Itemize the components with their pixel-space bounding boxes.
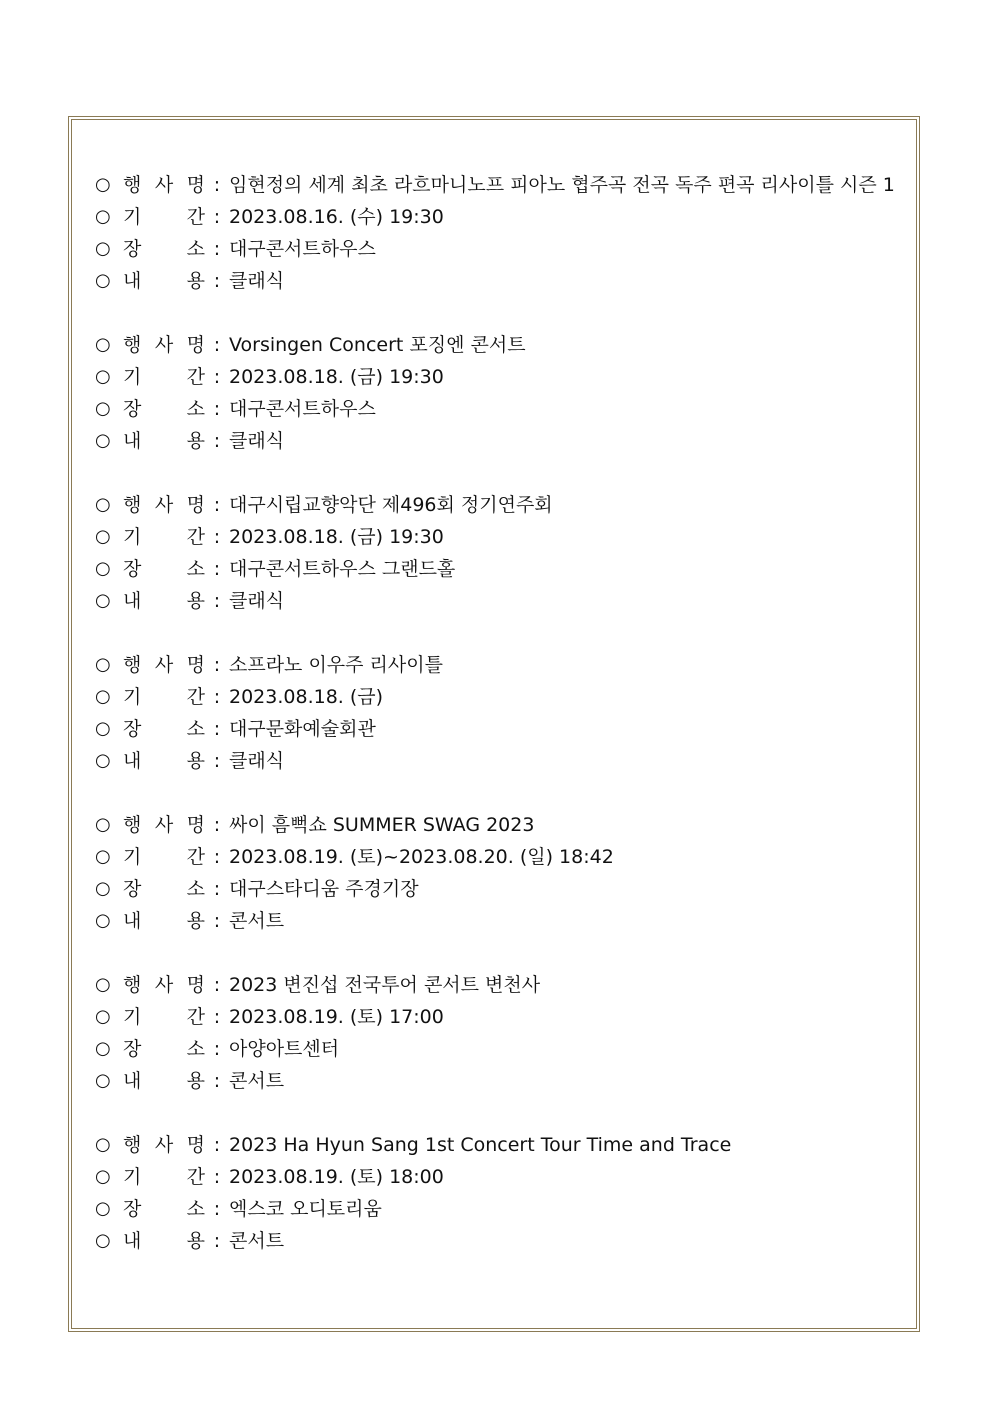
circle-bullet-icon: ○ xyxy=(95,974,111,995)
event-period-value: 2023.08.18. (금) 19:30 xyxy=(229,366,444,388)
label-separator: : xyxy=(213,1006,221,1028)
event-venue-label: 장 소 xyxy=(123,1198,205,1220)
event-name-row xyxy=(95,969,895,1001)
circle-bullet-icon: ○ xyxy=(95,558,111,579)
circle-bullet-icon: ○ xyxy=(95,1134,111,1155)
event-period-label: 기 간 xyxy=(123,686,205,708)
event-venue-label: 장 소 xyxy=(123,1038,205,1060)
event-venue-row xyxy=(95,1033,895,1065)
event-content-value: 콘서트 xyxy=(229,910,285,932)
event-content-label: 내 용 xyxy=(123,590,205,612)
label-separator: : xyxy=(213,334,221,356)
event-content-row xyxy=(95,1065,895,1097)
event-content-row xyxy=(95,585,895,617)
event-name-row xyxy=(95,329,895,361)
event-content-row xyxy=(95,905,895,937)
circle-bullet-icon: ○ xyxy=(95,910,111,931)
event-block xyxy=(95,489,895,617)
circle-bullet-icon: ○ xyxy=(95,1166,111,1187)
event-content-label: 내 용 xyxy=(123,270,205,292)
event-period-row xyxy=(95,681,895,713)
event-content-value: 콘서트 xyxy=(229,1070,285,1092)
event-period-label: 기 간 xyxy=(123,526,205,548)
event-content-label: 내 용 xyxy=(123,430,205,452)
circle-bullet-icon: ○ xyxy=(95,750,111,771)
event-content-row xyxy=(95,425,895,457)
event-name-row xyxy=(95,169,895,201)
event-name-value: 싸이 흠뻑쇼 SUMMER SWAG 2023 xyxy=(229,814,535,836)
event-name-label: 행 사 명 xyxy=(123,974,205,996)
circle-bullet-icon: ○ xyxy=(95,1070,111,1091)
label-separator: : xyxy=(213,814,221,836)
event-period-value: 2023.08.16. (수) 19:30 xyxy=(229,206,444,228)
circle-bullet-icon: ○ xyxy=(95,1038,111,1059)
label-separator: : xyxy=(213,398,221,420)
event-period-label: 기 간 xyxy=(123,1166,205,1188)
event-content-value: 콘서트 xyxy=(229,1230,285,1252)
circle-bullet-icon: ○ xyxy=(95,270,111,291)
circle-bullet-icon: ○ xyxy=(95,846,111,867)
event-venue-value: 대구콘서트하우스 xyxy=(229,398,376,420)
event-block xyxy=(95,329,895,457)
event-name-value: 소프라노 이우주 리사이틀 xyxy=(229,654,443,676)
event-venue-label: 장 소 xyxy=(123,398,205,420)
circle-bullet-icon: ○ xyxy=(95,334,111,355)
event-name-label: 행 사 명 xyxy=(123,174,205,196)
event-venue-row xyxy=(95,873,895,905)
label-separator: : xyxy=(213,430,221,452)
event-period-value: 2023.08.19. (토) 18:00 xyxy=(229,1166,444,1188)
event-name-value: 대구시립교향악단 제496회 정기연주회 xyxy=(229,494,553,516)
label-separator: : xyxy=(213,1134,221,1156)
event-venue-label: 장 소 xyxy=(123,878,205,900)
label-separator: : xyxy=(213,366,221,388)
event-name-row xyxy=(95,649,895,681)
label-separator: : xyxy=(213,270,221,292)
event-block xyxy=(95,169,895,297)
event-content-row xyxy=(95,265,895,297)
event-venue-label: 장 소 xyxy=(123,718,205,740)
event-content-label: 내 용 xyxy=(123,1070,205,1092)
event-name-label: 행 사 명 xyxy=(123,654,205,676)
document-frame xyxy=(68,116,920,1332)
label-separator: : xyxy=(213,654,221,676)
circle-bullet-icon: ○ xyxy=(95,206,111,227)
circle-bullet-icon: ○ xyxy=(95,430,111,451)
event-venue-value: 대구콘서트하우스 xyxy=(229,238,376,260)
event-period-label: 기 간 xyxy=(123,206,205,228)
label-separator: : xyxy=(213,718,221,740)
event-period-row xyxy=(95,1161,895,1193)
event-content-label: 내 용 xyxy=(123,1230,205,1252)
event-name-row xyxy=(95,1129,895,1161)
event-block xyxy=(95,969,895,1097)
label-separator: : xyxy=(213,910,221,932)
event-name-value: 2023 변진섭 전국투어 콘서트 변천사 xyxy=(229,974,541,996)
event-period-value: 2023.08.18. (금) xyxy=(229,686,384,708)
event-venue-label: 장 소 xyxy=(123,558,205,580)
event-venue-row xyxy=(95,553,895,585)
event-venue-label: 장 소 xyxy=(123,238,205,260)
event-name-value: Vorsingen Concert 포징엔 콘서트 xyxy=(229,334,526,356)
event-name-row xyxy=(95,489,895,521)
circle-bullet-icon: ○ xyxy=(95,1230,111,1251)
circle-bullet-icon: ○ xyxy=(95,238,111,259)
event-block xyxy=(95,809,895,937)
label-separator: : xyxy=(213,558,221,580)
label-separator: : xyxy=(213,494,221,516)
event-name-label: 행 사 명 xyxy=(123,1134,205,1156)
event-block xyxy=(95,649,895,777)
label-separator: : xyxy=(213,206,221,228)
circle-bullet-icon: ○ xyxy=(95,718,111,739)
label-separator: : xyxy=(213,238,221,260)
label-separator: : xyxy=(213,590,221,612)
event-venue-value: 아양아트센터 xyxy=(229,1038,340,1060)
event-content-value: 클래식 xyxy=(229,270,285,292)
event-content-label: 내 용 xyxy=(123,910,205,932)
event-period-row xyxy=(95,201,895,233)
event-venue-value: 대구스타디움 주경기장 xyxy=(229,878,419,900)
event-venue-value: 엑스코 오디토리움 xyxy=(229,1198,382,1220)
label-separator: : xyxy=(213,526,221,548)
event-name-value: 2023 Ha Hyun Sang 1st Concert Tour Time and Trace xyxy=(229,1134,732,1156)
event-block xyxy=(95,1129,895,1257)
event-name-label: 행 사 명 xyxy=(123,814,205,836)
circle-bullet-icon: ○ xyxy=(95,590,111,611)
circle-bullet-icon: ○ xyxy=(95,686,111,707)
event-venue-value: 대구문화예술회관 xyxy=(229,718,376,740)
event-venue-row xyxy=(95,233,895,265)
event-name-row xyxy=(95,809,895,841)
event-content-value: 클래식 xyxy=(229,430,285,452)
event-period-value: 2023.08.19. (토) 17:00 xyxy=(229,1006,444,1028)
circle-bullet-icon: ○ xyxy=(95,174,111,195)
circle-bullet-icon: ○ xyxy=(95,494,111,515)
event-content-value: 클래식 xyxy=(229,750,285,772)
event-list xyxy=(95,169,895,1289)
event-venue-row xyxy=(95,713,895,745)
circle-bullet-icon: ○ xyxy=(95,654,111,675)
event-period-value: 2023.08.19. (토)~2023.08.20. (일) 18:42 xyxy=(229,846,614,868)
circle-bullet-icon: ○ xyxy=(95,526,111,547)
circle-bullet-icon: ○ xyxy=(95,1006,111,1027)
label-separator: : xyxy=(213,1070,221,1092)
event-period-row xyxy=(95,841,895,873)
circle-bullet-icon: ○ xyxy=(95,878,111,899)
event-content-row xyxy=(95,745,895,777)
event-period-row xyxy=(95,1001,895,1033)
label-separator: : xyxy=(213,846,221,868)
label-separator: : xyxy=(213,686,221,708)
event-period-row xyxy=(95,521,895,553)
event-venue-value: 대구콘서트하우스 그랜드홀 xyxy=(229,558,456,580)
event-venue-row xyxy=(95,393,895,425)
event-period-label: 기 간 xyxy=(123,846,205,868)
event-name-label: 행 사 명 xyxy=(123,334,205,356)
label-separator: : xyxy=(213,878,221,900)
event-name-value: 임현정의 세계 최초 라흐마니노프 피아노 협주곡 전곡 독주 편곡 리사이틀 시즌 1 xyxy=(229,174,895,196)
event-content-value: 클래식 xyxy=(229,590,285,612)
circle-bullet-icon: ○ xyxy=(95,1198,111,1219)
label-separator: : xyxy=(213,1038,221,1060)
event-content-row xyxy=(95,1225,895,1257)
event-period-label: 기 간 xyxy=(123,366,205,388)
event-name-label: 행 사 명 xyxy=(123,494,205,516)
circle-bullet-icon: ○ xyxy=(95,366,111,387)
circle-bullet-icon: ○ xyxy=(95,814,111,835)
label-separator: : xyxy=(213,1230,221,1252)
label-separator: : xyxy=(213,974,221,996)
label-separator: : xyxy=(213,1166,221,1188)
event-content-label: 내 용 xyxy=(123,750,205,772)
label-separator: : xyxy=(213,174,221,196)
event-period-row xyxy=(95,361,895,393)
circle-bullet-icon: ○ xyxy=(95,398,111,419)
event-venue-row xyxy=(95,1193,895,1225)
event-period-value: 2023.08.18. (금) 19:30 xyxy=(229,526,444,548)
event-period-label: 기 간 xyxy=(123,1006,205,1028)
label-separator: : xyxy=(213,1198,221,1220)
label-separator: : xyxy=(213,750,221,772)
